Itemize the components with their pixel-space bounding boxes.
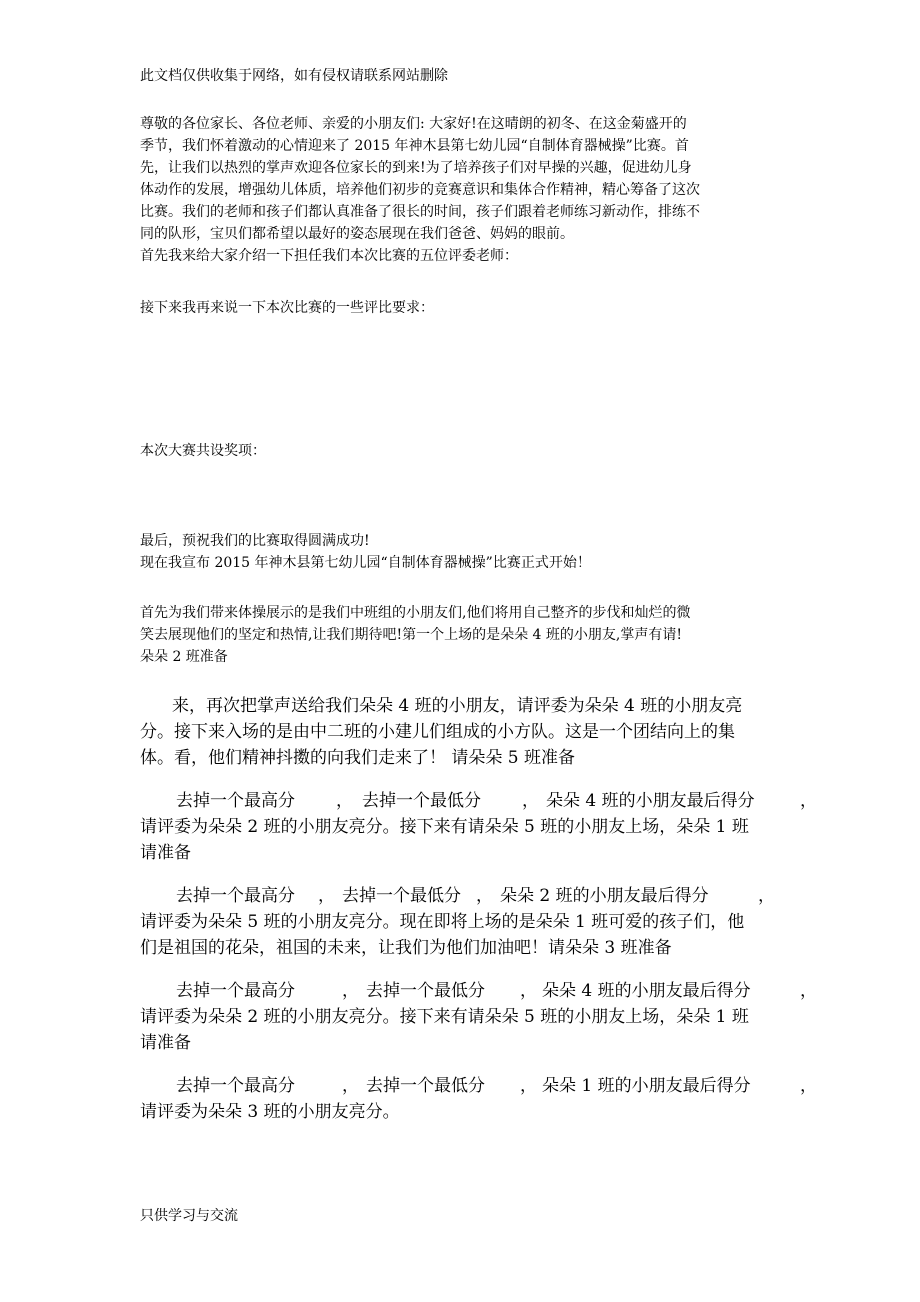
comma: ， (758, 886, 775, 906)
drop-highest-label: 去掉一个最高分 (176, 1076, 295, 1096)
judges-intro-line: 首先我来给大家介绍一下担任我们本次比赛的五位评委老师： (140, 248, 518, 264)
score-line: 请准备 (140, 1033, 191, 1053)
comma: ， (800, 981, 817, 1001)
final-score-label: 朵朵 4 班的小朋友最后得分 (546, 791, 755, 811)
score-line: 请评委为朵朵 2 班的小朋友亮分。接下来有请朵朵 5 班的小朋友上场，朵朵 1 班 (140, 1007, 749, 1027)
score-line: 们是祖国的花朵，祖国的未来，让我们为他们加油吧！请朵朵 3 班准备 (140, 938, 672, 958)
comma: ， (520, 981, 537, 1001)
footer-notice: 只供学习与交流 (140, 1208, 238, 1224)
drop-highest-label: 去掉一个最高分 (176, 886, 295, 906)
drop-highest-label: 去掉一个最高分 (176, 981, 295, 1001)
score-line: 请准备 (140, 843, 191, 863)
score-row (176, 884, 812, 908)
first-group-line: 首先为我们带来体操展示的是我们中班组的小朋友们,他们将用自己整齐的步伐和灿烂的微 (140, 605, 691, 621)
score-line: 请评委为朵朵 5 班的小朋友亮分。现在即将上场的是朵朵 1 班可爱的孩子们，他 (140, 912, 745, 932)
applause-line: 体。看，他们精神抖擞的向我们走来了！ 请朵朵 5 班准备 (140, 748, 576, 768)
first-group-line: 笑去展现他们的坚定和热情,让我们期待吧!第一个上场的是朵朵 4 班的小朋友,掌声有请! (140, 627, 682, 643)
comma: ， (520, 1076, 537, 1096)
drop-lowest-label: 去掉一个最低分 (342, 886, 461, 906)
score-row (176, 1074, 817, 1098)
intro-line: 尊敬的各位家长、各位老师、亲爱的小朋友们: 大家好!在这晴朗的初冬、在这金菊盛开的 (140, 116, 687, 132)
applause-line: 来，再次把掌声送给我们朵朵 4 班的小朋友，请评委为朵朵 4 班的小朋友亮 (172, 696, 743, 716)
score-row (176, 979, 817, 1003)
comma: ， (800, 1076, 817, 1096)
comma: ， (476, 886, 493, 906)
rules-line: 接下来我再来说一下本次比赛的一些评比要求： (140, 300, 434, 316)
comma: ， (522, 791, 539, 811)
closing-line: 最后，预祝我们的比赛取得圆满成功! (140, 533, 370, 549)
comma: ， (336, 791, 353, 811)
first-group-line: 朵朵 2 班准备 (140, 649, 228, 665)
opening-announcement: 现在我宣布 2015 年神木县第七幼儿园“自制体育器械操”比赛正式开始！ (140, 555, 591, 571)
intro-line: 季节，我们怀着激动的心情迎来了 2015 年神木县第七幼儿园“自制体育器械操”比赛。首 (140, 138, 689, 154)
drop-highest-label: 去掉一个最高分 (176, 791, 295, 811)
comma: ， (318, 886, 335, 906)
comma: ， (800, 791, 817, 811)
applause-line: 分。接下来入场的是由中二班的小建儿们组成的小方队。这是一个团结向上的集 (140, 722, 735, 742)
intro-line: 先，让我们以热烈的掌声欢迎各位家长的到来!为了培养孩子们对早操的兴趣，促进幼儿身 (140, 160, 692, 176)
header-notice: 此文档仅供收集于网络，如有侵权请联系网站删除 (140, 68, 448, 84)
awards-line: 本次大赛共设奖项： (140, 443, 266, 459)
comma: ， (342, 981, 359, 1001)
drop-lowest-label: 去掉一个最低分 (362, 791, 481, 811)
final-score-label: 朵朵 2 班的小朋友最后得分 (500, 886, 709, 906)
intro-line: 体动作的发展，增强幼儿体质，培养他们初步的竞赛意识和集体合作精神，精心筹备了这次 (140, 182, 700, 198)
drop-lowest-label: 去掉一个最低分 (366, 1076, 485, 1096)
final-score-label: 朵朵 4 班的小朋友最后得分 (542, 981, 751, 1001)
score-row (176, 789, 817, 813)
drop-lowest-label: 去掉一个最低分 (366, 981, 485, 1001)
intro-line: 同的队形，宝贝们都希望以最好的姿态展现在我们爸爸、妈妈的眼前。 (140, 226, 574, 242)
final-score-label: 朵朵 1 班的小朋友最后得分 (542, 1076, 751, 1096)
intro-line: 比赛。我们的老师和孩子们都认真准备了很长的时间，孩子们跟着老师练习新动作，排练不 (140, 204, 700, 220)
comma: ， (342, 1076, 359, 1096)
score-line: 请评委为朵朵 3 班的小朋友亮分。 (140, 1102, 400, 1122)
score-line: 请评委为朵朵 2 班的小朋友亮分。接下来有请朵朵 5 班的小朋友上场，朵朵 1 班 (140, 817, 749, 837)
